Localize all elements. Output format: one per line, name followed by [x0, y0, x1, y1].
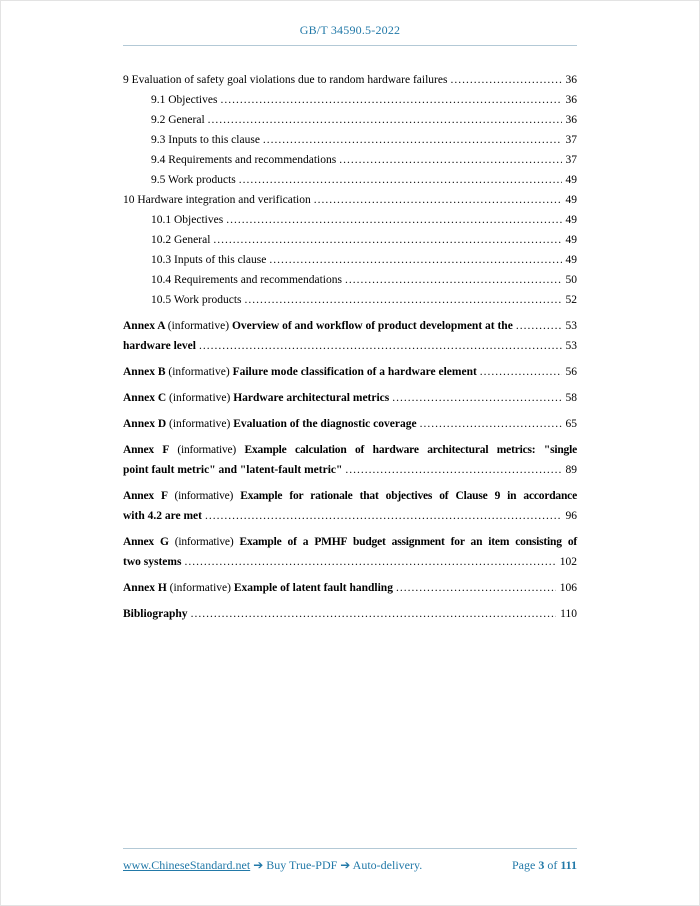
page-footer: [123, 848, 577, 873]
dot-leader: [226, 210, 561, 230]
toc-entry-title: 10.2 General: [151, 234, 211, 246]
toc-entry-title: 9.1 Objectives: [151, 94, 218, 106]
toc-page-number: 65: [565, 418, 577, 430]
footer-page-indicator: [512, 858, 577, 873]
toc-row: [123, 170, 577, 190]
standard-number: GB/T 34590.5-2022: [299, 23, 401, 37]
toc-entry-title: 9.4 Requirements and recommendations: [151, 154, 337, 166]
dot-leader: [345, 270, 562, 290]
toc-row: [123, 336, 577, 356]
dot-leader: [205, 506, 562, 526]
toc-entry-title: 10 Hardware integration and verification: [123, 194, 311, 206]
toc-page-number: 106: [559, 582, 577, 594]
toc-row: [123, 532, 577, 552]
toc-entry-title: Annex D (informative) Evaluation of the diagnostic coverage: [123, 418, 417, 430]
header-divider: [123, 45, 577, 46]
toc-row: [123, 250, 577, 270]
toc-entry-title: 10.4 Requirements and recommendations: [151, 274, 342, 286]
toc-row: [123, 90, 577, 110]
toc-page-number: 49: [565, 214, 577, 226]
toc-page-number: 37: [565, 134, 577, 146]
dot-leader: [480, 362, 562, 382]
toc-entry-title: Annex B (informative) Failure mode classification of a hardware element: [123, 366, 477, 378]
dot-leader: [392, 388, 561, 408]
toc-row: [123, 150, 577, 170]
toc-entry-title: Annex F (informative) Example for rationale that objectives of Clause 9 in accordance: [123, 490, 577, 502]
toc-row: [123, 190, 577, 210]
dot-leader: [396, 578, 556, 598]
toc-row: [123, 270, 577, 290]
toc-row: [123, 230, 577, 250]
toc-row: [123, 552, 577, 572]
toc-entry-title: Annex C (informative) Hardware architectural metrics: [123, 392, 390, 404]
toc-row: [123, 130, 577, 150]
toc-page-number: 36: [565, 74, 577, 86]
toc-row: [123, 578, 577, 598]
toc-entry-title: 9.3 Inputs to this clause: [151, 134, 260, 146]
toc-page-number: 56: [565, 366, 577, 378]
toc-page-number: 53: [565, 320, 577, 332]
toc-page-number: 110: [560, 608, 577, 620]
dot-leader: [516, 316, 562, 336]
table-of-contents: [123, 70, 577, 624]
toc-entry-title: 9.2 General: [151, 114, 205, 126]
page-header: [1, 1, 699, 38]
page-label: Page: [511, 858, 536, 872]
dot-leader: [199, 336, 562, 356]
toc-row: [123, 604, 577, 624]
toc-entry-title: Annex G (informative) Example of a PMHF budget assignment for an item consisting of: [123, 536, 578, 548]
toc-row: [123, 414, 577, 434]
dot-leader: [339, 150, 561, 170]
toc-page-number: 102: [559, 556, 577, 568]
toc-entry-title: Annex H (informative) Example of latent fault handling: [123, 582, 393, 594]
dot-leader: [269, 250, 561, 270]
toc-page-number: 53: [565, 340, 577, 352]
toc-entry-title: 10.3 Inputs of this clause: [151, 254, 267, 266]
toc-row: [123, 70, 577, 90]
toc-entry-title: Bibliography: [123, 608, 188, 620]
toc-row: [123, 460, 577, 480]
toc-entry-title: 10.1 Objectives: [151, 214, 224, 226]
toc-row: [123, 210, 577, 230]
current-page-number: 3: [538, 858, 545, 872]
toc-row: [123, 388, 577, 408]
dot-leader: [191, 604, 557, 624]
dot-leader: [208, 110, 562, 130]
toc-page-number: 58: [565, 392, 577, 404]
toc-entry-title: two systems: [123, 556, 182, 568]
dot-leader: [239, 170, 562, 190]
toc-row: [123, 486, 577, 506]
toc-row: [123, 316, 577, 336]
dot-leader: [420, 414, 562, 434]
toc-page-number: 49: [565, 234, 577, 246]
dot-leader: [263, 130, 562, 150]
of-label: of: [547, 858, 558, 872]
total-page-number: 111: [560, 858, 577, 872]
toc-page-number: 37: [565, 154, 577, 166]
toc-page-number: 49: [565, 174, 577, 186]
toc-page-number: 49: [565, 194, 577, 206]
toc-page-number: 96: [565, 510, 577, 522]
toc-row: [123, 110, 577, 130]
toc-row: [123, 440, 577, 460]
footer-left: [123, 858, 422, 873]
toc-page-number: 36: [565, 114, 577, 126]
dot-leader: [184, 552, 555, 572]
toc-page-number: 89: [565, 464, 577, 476]
toc-entry-title: point fault metric" and "latent-fault metric": [123, 464, 343, 476]
toc-entry-title: 9 Evaluation of safety goal violations due to random hardware failures: [123, 74, 448, 86]
toc-entry-title: Annex A (informative) Overview of and workflow of product development at the: [123, 320, 513, 332]
toc-entry-title: hardware level: [123, 340, 196, 352]
toc-page-number: 50: [565, 274, 577, 286]
dot-leader: [450, 70, 561, 90]
dot-leader: [314, 190, 562, 210]
toc-entry-title: 10.5 Work products: [151, 294, 242, 306]
toc-page-number: 52: [565, 294, 577, 306]
toc-row: [123, 506, 577, 526]
toc-entry-title: with 4.2 are met: [123, 510, 202, 522]
toc-row: [123, 290, 577, 310]
toc-entry-title: Annex F (informative) Example calculation of hardware architectural metrics: "single: [123, 444, 578, 456]
dot-leader: [245, 290, 562, 310]
dot-leader: [345, 460, 561, 480]
dot-leader: [220, 90, 561, 110]
toc-entry-title: 9.5 Work products: [151, 174, 236, 186]
toc-page-number: 36: [565, 94, 577, 106]
dot-leader: [213, 230, 561, 250]
toc-row: [123, 362, 577, 382]
toc-page-number: 49: [565, 254, 577, 266]
footer-link[interactable]: www.ChineseStandard.net: [123, 858, 251, 872]
footer-tagline: ➔ Buy True-PDF ➔ Auto-delivery.: [250, 858, 423, 872]
